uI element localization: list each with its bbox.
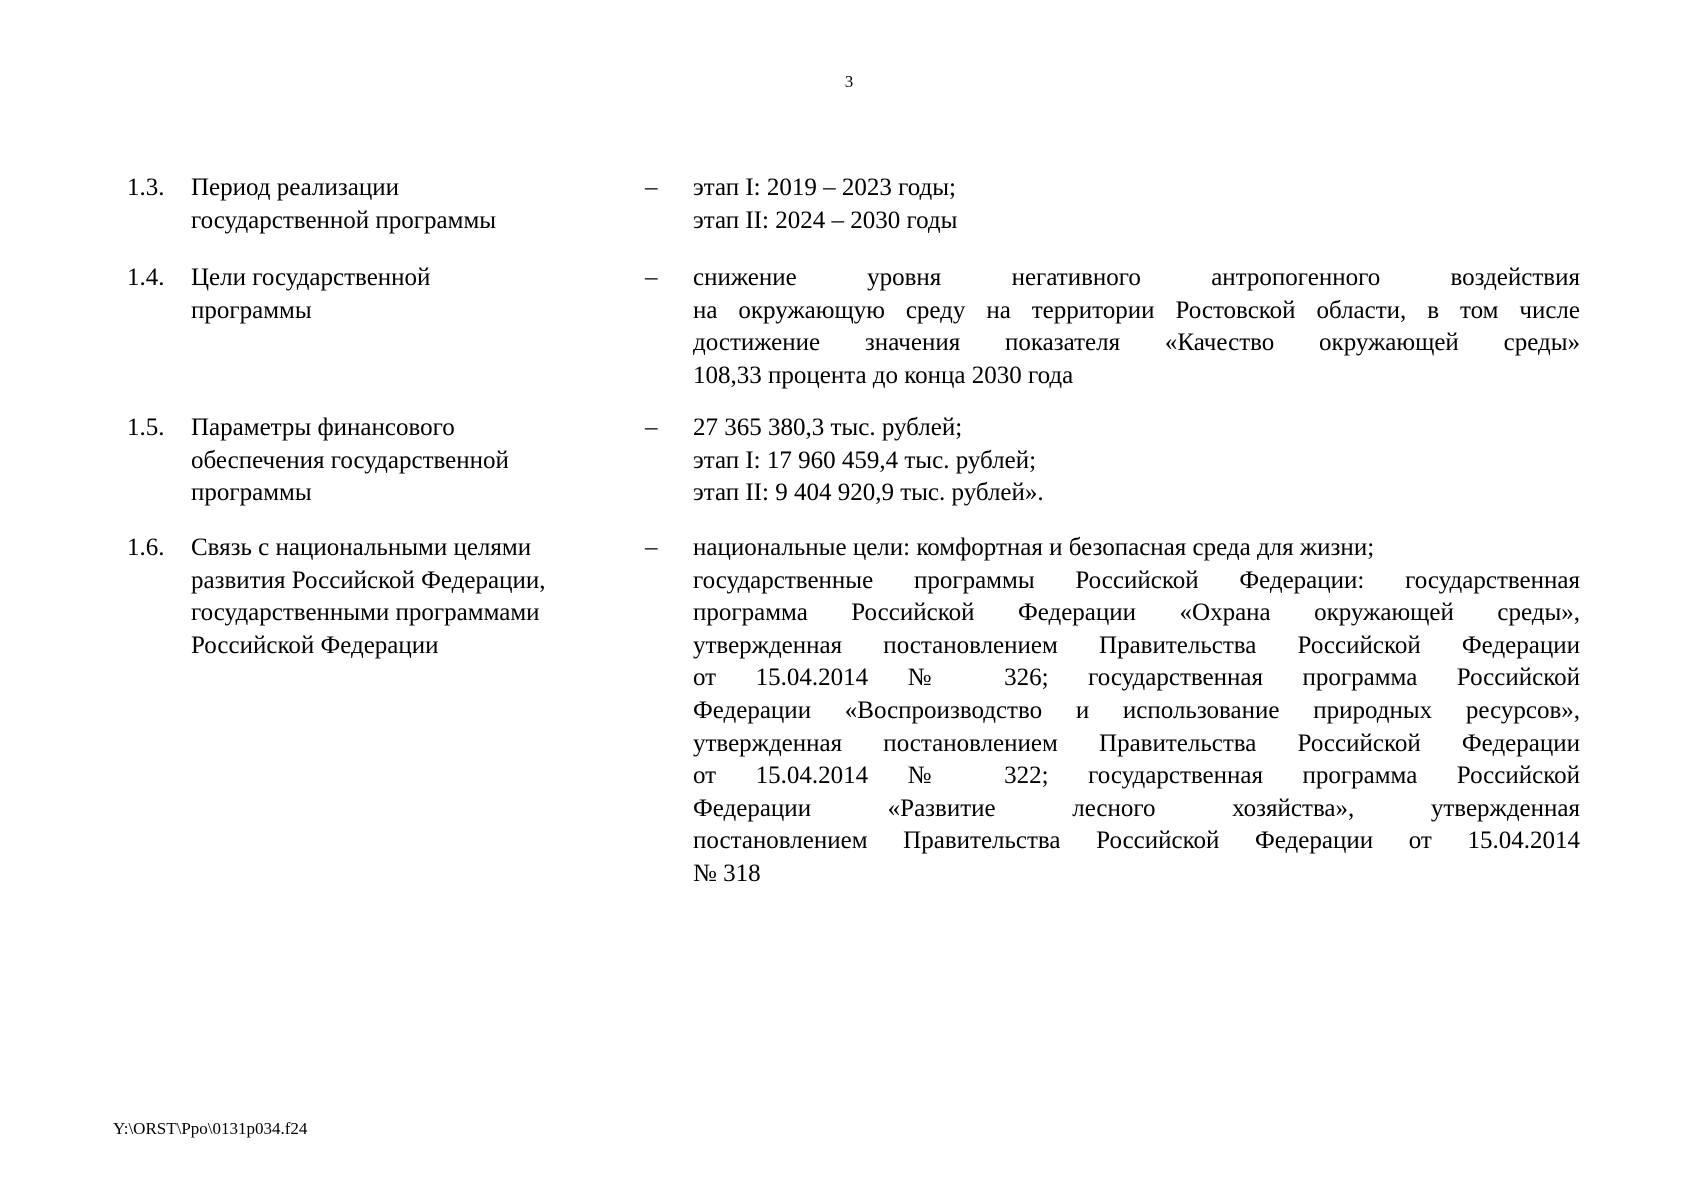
row-number: 1.3. — [127, 174, 165, 201]
row-label — [191, 412, 611, 510]
row-value-line: национальные цели: комфортная и безопасная среда для жизни; — [693, 534, 1375, 561]
row-value-line: 108,33 процента до конца 2030 года — [693, 361, 1074, 389]
row-label-line: Российской Федерации — [191, 631, 439, 659]
row-label — [191, 532, 611, 662]
row-value — [693, 412, 1580, 510]
row-value-line: постановлением Правительства Российской Федерации от 15.04.2014 — [693, 827, 1580, 855]
row-label-line: Период реализации — [191, 174, 399, 201]
row-dash: – — [645, 174, 658, 201]
row-value-line: от 15.04.2014 № 322; государственная программа Российской — [693, 762, 1580, 790]
row-value-line: Федерации «Воспроизводство и использование природных ресурсов», — [693, 696, 1580, 724]
row-value-line: этап II: 2024 – 2030 годы — [693, 206, 958, 234]
row-label-line: программы — [191, 479, 312, 507]
row-number: 1.6. — [127, 534, 165, 561]
row-value-line: Федерации «Развитие лесного хозяйства», утвержденная — [693, 794, 1580, 822]
row-label — [191, 172, 611, 237]
row-dash: – — [645, 534, 658, 561]
row-value-line: снижение уровня негативного антропогенного воздействия — [693, 264, 1580, 291]
row-value — [693, 262, 1580, 392]
row-value-line: этап I: 2019 – 2023 годы; — [693, 174, 957, 201]
row-dash: – — [645, 264, 658, 291]
row-value-line: на окружающую среду на территории Ростовской области, в том числе — [693, 296, 1580, 324]
row-label-line: программы — [191, 296, 312, 324]
row-value-line: достижение значения показателя «Качество окружающей среды» — [693, 329, 1580, 357]
row-value-line: от 15.04.2014 № 326; государственная программа Российской — [693, 664, 1580, 692]
row-label-line: обеспечения государственной — [191, 446, 509, 474]
row-value-line: государственные программы Российской Федерации: государственная — [693, 566, 1580, 594]
row-value-line: № 318 — [693, 859, 761, 887]
row-value-line: утвержденная постановлением Правительства Российской Федерации — [693, 729, 1580, 757]
row-value-line: этап I: 17 960 459,4 тыс. рублей; — [693, 446, 1037, 474]
row-label-line: государственной программы — [191, 206, 497, 234]
row-label-line: Цели государственной — [191, 264, 431, 291]
row-label-line: государственными программами — [191, 599, 540, 627]
row-value — [693, 532, 1580, 891]
row-value-line: программа Российской Федерации «Охрана окружающей среды», — [693, 599, 1580, 627]
row-label — [191, 262, 611, 327]
file-path-footer: Y:\ORST\Ppo\0131p034.f24 — [113, 1119, 308, 1138]
row-value-line: этап II: 9 404 920,9 тыс. рублей». — [693, 479, 1044, 507]
row-value — [693, 172, 1580, 237]
row-value-line: утвержденная постановлением Правительства Российской Федерации — [693, 631, 1580, 659]
row-value-line: 27 365 380,3 тыс. рублей; — [693, 414, 963, 441]
row-label-line: Параметры финансового — [191, 414, 455, 441]
row-label-line: Связь с национальными целями — [191, 534, 532, 561]
row-number: 1.4. — [127, 264, 165, 291]
row-label-line: развития Российской Федерации, — [191, 566, 546, 594]
row-dash: – — [645, 414, 658, 441]
row-number: 1.5. — [127, 414, 165, 441]
page-number: 3 — [844, 72, 854, 91]
